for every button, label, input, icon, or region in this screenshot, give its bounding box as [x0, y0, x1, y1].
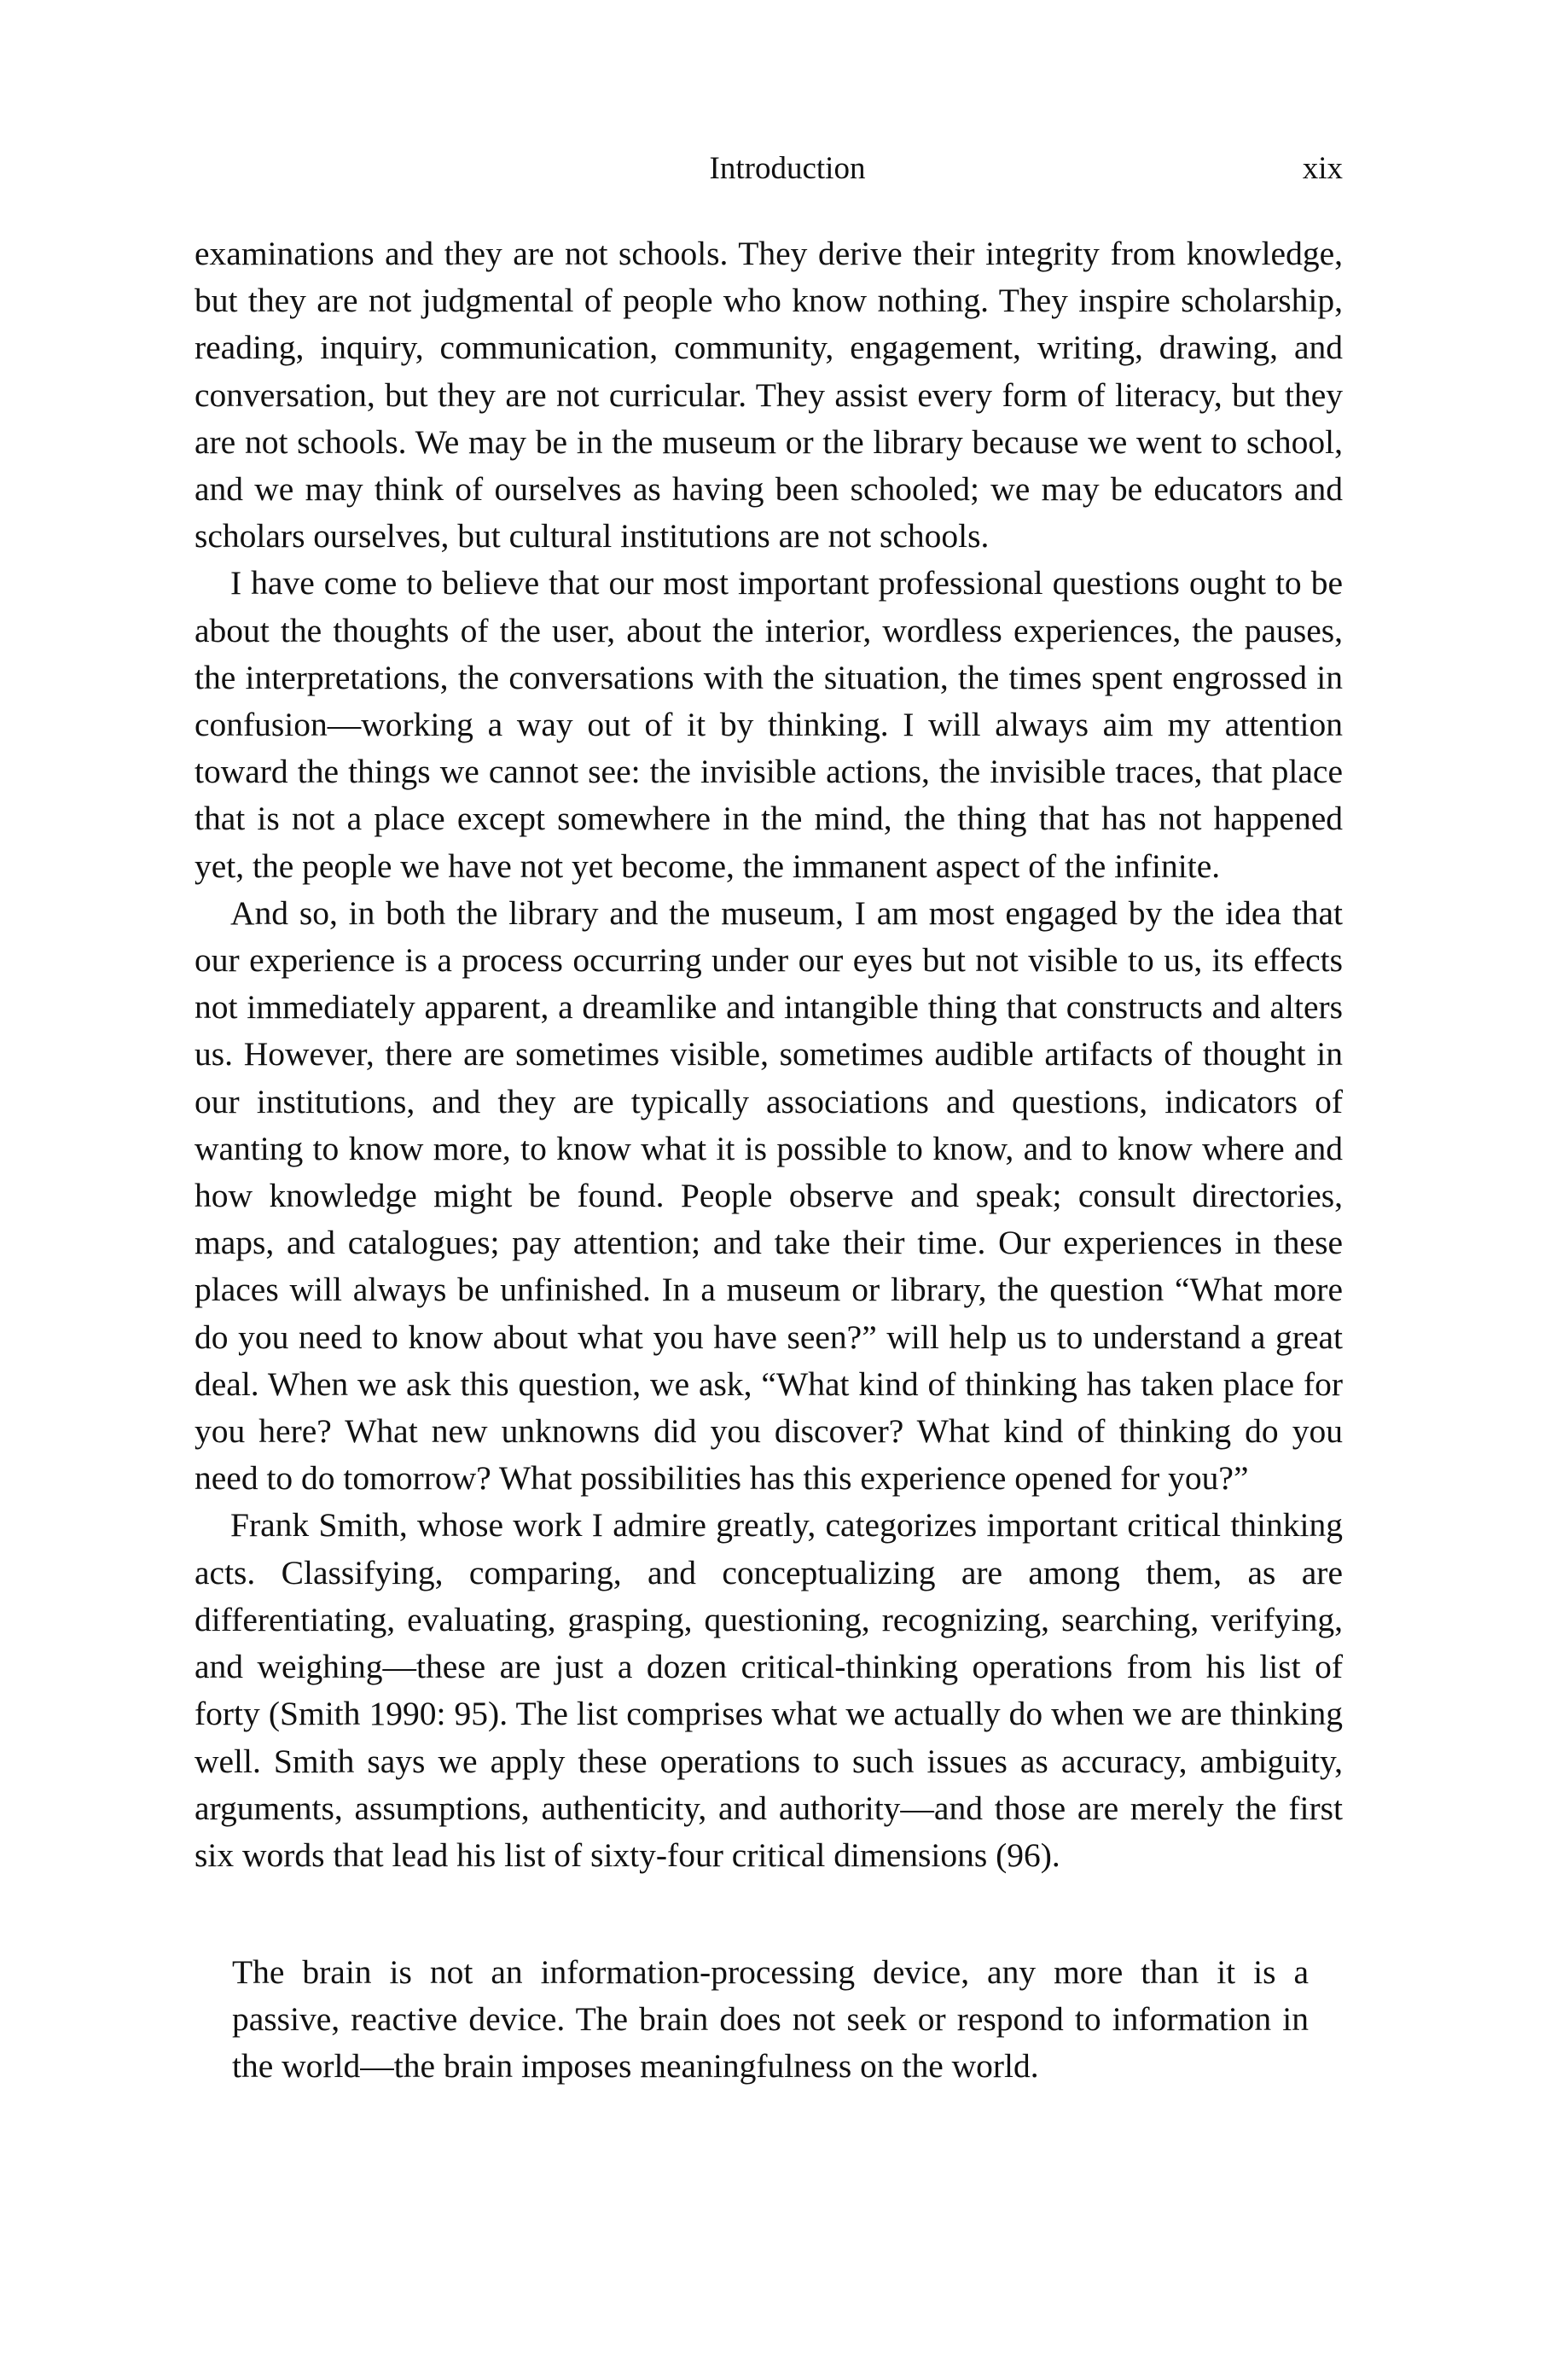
paragraph-library-museum: And so, in both the library and the museum, I am most engaged by the idea that our experience is a process occurring under our eyes but not visible to us, its effects not immediately apparent, a dreamlike and intangible thing that constructs and alters us. However, there are sometimes visible, sometimes audible artifacts of thought in our institutions, and they are typically associations and questions, indicators of wanting to know more, to know what it is possible to know, and to know where and how knowledge might be found. People observe and speak; consult directories, maps, and catalogues; pay attention; and take their time. Our experiences in these places will always be unfinished. In a museum or library, the question “What more do you need to know about what you have seen?” will help us to understand a great deal. When we ask this question, we ask, “What kind of thinking has taken place for you here? What new unknowns did you discover? What kind of thinking do you need to do tomorrow? What possibilities has this experience opened for you?”	[195, 893, 1343, 1498]
paragraph-user-thoughts: I have come to believe that our most important professional questions ought to be about the thoughts of the user, about the interior, wordless experiences, the pauses, the interpretations, the conversations with the situation, the times spent engrossed in confusion—working a way out of it by thinking. I will always aim my attention toward the things we cannot see: the invisible actions, the invisible traces, that place that is not a place except somewhere in the mind, the thing that has not happened yet, the people we have not yet become, the immanent aspect of the infinite.	[195, 564, 1343, 885]
block-quote	[232, 1949, 1309, 2091]
block-quote-text: The brain is not an information-processing device, any more than it is a passive, reactive device. The brain does not seek or respond to information in the world—the brain imposes meaningfulness on the world.	[232, 1953, 1309, 2086]
body-text	[195, 230, 1343, 1879]
page-number: xix	[1302, 151, 1343, 186]
paragraph-frank-smith: Frank Smith, whose work I admire greatly, categorizes important critical thinking acts. Classifying, comparing, and conceptualizing are among them, as are differentiating, evaluating, grasping, questioning, recognizing, searching, verifying, and weighing—these are just a dozen critical-thinking operations from his list of forty (Smith 1990: 95). The list comprises what we actually do when we are thinking well. Smith says we apply these operations to such issues as accuracy, ambiguity, arguments, assumptions, authenticity, and authority—and those are merely the first six words that lead his list of sixty-four critical dimensions (96).	[195, 1506, 1343, 1874]
running-title: Introduction	[709, 151, 866, 186]
paragraph-continuation: examinations and they are not schools. They derive their integrity from knowledge, but they are not judgmental of people who know nothing. They inspire scholarship, reading, inquiry, communication, community, engagement, writing, drawing, and conversation, but they are not curricular. They assist every form of literacy, but they are not schools. We may be in the museum or the library because we went to school, and we may think of ourselves as having been schooled; we may be educators and scholars ourselves, but cultural institutions are not schools.	[195, 235, 1343, 556]
running-head	[232, 143, 1343, 195]
